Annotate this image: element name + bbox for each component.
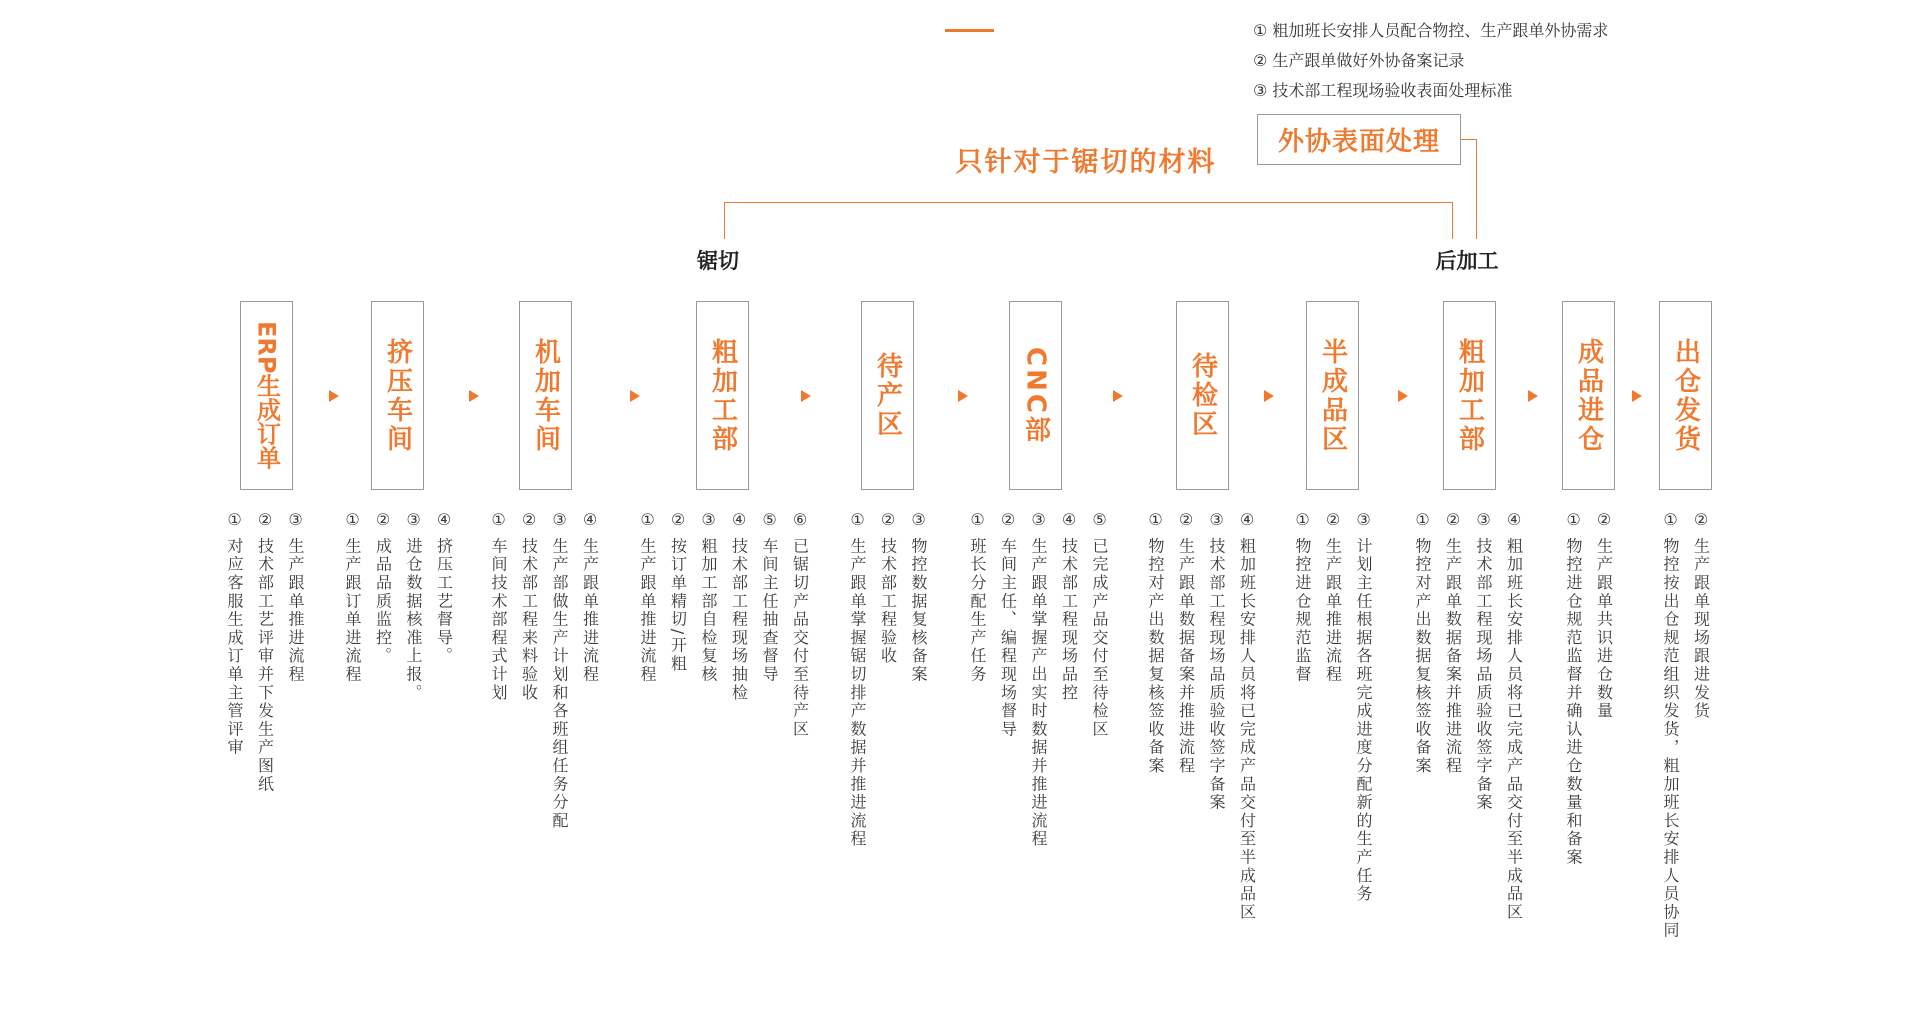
step-number: ⑤ xyxy=(760,510,779,532)
stage-title: 挤压车间 xyxy=(382,337,413,454)
step-text: 技术部工艺评审并下发生产图纸 xyxy=(255,537,275,794)
step-text: 物控进仓规范监督并确认进仓数量和备案 xyxy=(1564,537,1583,867)
step-item xyxy=(1443,510,1463,775)
stage-title: 粗加工部 xyxy=(1454,337,1485,454)
stage-box xyxy=(861,301,914,490)
stage-title: 待检区 xyxy=(1187,352,1218,439)
flow-arrow-icon xyxy=(1632,390,1642,402)
stage-title: 机加车间 xyxy=(530,337,561,454)
step-number: ④ xyxy=(1059,510,1079,532)
step-item xyxy=(1594,510,1614,720)
step-number: ① xyxy=(225,510,244,532)
step-text: 计划主任根据各班完成进度分配新的生产任务 xyxy=(1354,537,1373,904)
step-number: ② xyxy=(519,510,539,532)
outsource-notes xyxy=(1253,16,1608,106)
accent-dash xyxy=(945,29,994,32)
step-text: 已完成产品交付至待检区 xyxy=(1090,537,1109,739)
step-text: 生产跟单数据备案并推进流程 xyxy=(1443,537,1463,776)
note-text: 生产跟单做好外协备案记录 xyxy=(1272,51,1465,70)
step-number: ③ xyxy=(699,510,718,532)
step-item xyxy=(285,510,305,684)
stage-box xyxy=(371,301,424,490)
step-text: 技术部工程来料验收 xyxy=(519,537,539,703)
step-number: ⑤ xyxy=(1090,510,1109,532)
step-item xyxy=(373,510,393,665)
step-number: ② xyxy=(1594,510,1614,532)
note-number: ② xyxy=(1253,51,1268,70)
stage-box xyxy=(240,301,293,490)
saw-only-note: 只针对于锯切的材料 xyxy=(955,147,1217,178)
step-item xyxy=(878,510,898,665)
step-item xyxy=(1292,510,1312,684)
step-number: ② xyxy=(373,510,393,532)
step-text: 已锯切产品交付至待产区 xyxy=(790,537,810,739)
step-text: 技术部工程现场品质验收签字备案 xyxy=(1474,537,1493,812)
step-number: ④ xyxy=(1237,510,1257,532)
step-number: ② xyxy=(998,510,1018,532)
step-text: 挤压工艺督导。 xyxy=(434,537,454,666)
step-number: ③ xyxy=(1474,510,1493,532)
note-text: 技术部工程现场验收表面处理标准 xyxy=(1272,81,1513,100)
step-item xyxy=(255,510,275,794)
step-text: 物控按出仓规范组织发货，粗加班长安排人员协同 xyxy=(1661,537,1680,940)
step-item xyxy=(1059,510,1079,702)
step-number: ① xyxy=(848,510,867,532)
stage-box xyxy=(1562,301,1615,490)
step-item xyxy=(1176,510,1196,775)
stage-box xyxy=(1176,301,1229,490)
step-text: 生产跟单掌握产出实时数据并推进流程 xyxy=(1029,537,1048,849)
step-item xyxy=(1473,510,1493,812)
stage-title: ERP生成订单 xyxy=(252,321,281,470)
flow-arrow-icon xyxy=(958,390,968,402)
step-number: ① xyxy=(1564,510,1583,532)
step-number: ④ xyxy=(434,510,454,532)
step-text: 生产跟单现场跟进发货 xyxy=(1691,537,1711,721)
step-number: ① xyxy=(1661,510,1680,532)
step-number: ③ xyxy=(1207,510,1226,532)
step-number: ② xyxy=(878,510,898,532)
step-number: ② xyxy=(668,510,688,532)
step-item xyxy=(403,510,423,702)
step-text: 生产跟单数据备案并推进流程 xyxy=(1176,537,1196,776)
step-text: 技术部工程现场品控 xyxy=(1059,537,1079,703)
step-item xyxy=(668,510,688,673)
flow-arrow-icon xyxy=(1398,390,1408,402)
step-number: ② xyxy=(1443,510,1463,532)
step-item xyxy=(488,510,508,702)
step-number: ③ xyxy=(1354,510,1373,532)
step-text: 粗加工部自检复核 xyxy=(699,537,718,684)
step-item xyxy=(1691,510,1711,720)
flow-arrow-icon xyxy=(1264,390,1274,402)
step-text: 技术部工程现场抽检 xyxy=(729,537,749,703)
step-text: 物控数据复核备案 xyxy=(909,537,928,684)
step-number: ③ xyxy=(1029,510,1048,532)
step-item xyxy=(1504,510,1524,922)
step-item xyxy=(998,510,1018,739)
step-number: ② xyxy=(255,510,275,532)
stage-box xyxy=(1659,301,1712,490)
stage-title: 半成品区 xyxy=(1317,337,1348,454)
note-number: ① xyxy=(1253,21,1268,40)
flow-arrow-icon xyxy=(801,390,811,402)
step-item xyxy=(434,510,454,665)
flow-arrow-icon xyxy=(469,390,479,402)
flow-arrow-icon xyxy=(329,390,339,402)
step-item xyxy=(1206,510,1226,812)
outsource-surface-box: 外协表面处理 xyxy=(1257,114,1461,165)
note-number: ③ xyxy=(1253,81,1268,100)
step-item xyxy=(908,510,928,684)
step-text: 车间主任抽查督导 xyxy=(760,537,779,684)
step-item xyxy=(847,510,867,848)
step-number: ① xyxy=(968,510,987,532)
step-number: ③ xyxy=(550,510,569,532)
flow-arrow-icon xyxy=(1113,390,1123,402)
stage-title: 待产区 xyxy=(872,352,903,439)
step-item xyxy=(1323,510,1343,684)
outsource-note xyxy=(1253,46,1608,76)
step-number: ② xyxy=(1323,510,1343,532)
step-number: ⑥ xyxy=(790,510,810,532)
step-number: ③ xyxy=(909,510,928,532)
step-text: 物控进仓规范监督 xyxy=(1293,537,1312,684)
step-item xyxy=(1089,510,1109,739)
step-item xyxy=(549,510,569,830)
step-item xyxy=(1028,510,1048,848)
step-number: ② xyxy=(1176,510,1196,532)
step-number: ① xyxy=(1413,510,1432,532)
step-text: 车间主任、编程现场督导 xyxy=(998,537,1018,739)
step-item xyxy=(342,510,362,684)
step-text: 进仓数据核准上报。 xyxy=(404,537,423,703)
step-number: ④ xyxy=(580,510,600,532)
stage-box xyxy=(1306,301,1359,490)
outsource-connector-line xyxy=(1461,139,1477,140)
step-text: 生产跟单推进流程 xyxy=(580,537,600,684)
step-text: 技术部工程验收 xyxy=(878,537,898,666)
step-item xyxy=(580,510,600,684)
outsource-note xyxy=(1253,76,1608,106)
step-number: ② xyxy=(1691,510,1711,532)
flow-arrow-icon xyxy=(630,390,640,402)
step-text: 成品品质监控。 xyxy=(373,537,393,666)
flow-arrow-icon xyxy=(1528,390,1538,402)
step-text: 生产跟单掌握锯切排产数据并推进流程 xyxy=(848,537,867,849)
step-number: ① xyxy=(489,510,508,532)
stage-box xyxy=(1009,301,1062,490)
step-item xyxy=(698,510,718,684)
step-item xyxy=(224,510,244,757)
step-text: 生产部做生产计划和各班组任务分配 xyxy=(550,537,569,831)
step-number: ③ xyxy=(404,510,423,532)
step-text: 粗加班长安排人员将已完成产品交付至半成品区 xyxy=(1237,537,1257,922)
outsource-note xyxy=(1253,16,1608,46)
step-item xyxy=(1563,510,1583,867)
step-number: ④ xyxy=(729,510,749,532)
step-number: ① xyxy=(1293,510,1312,532)
section-label-saw: 锯切 xyxy=(697,249,739,273)
step-number: ① xyxy=(1146,510,1165,532)
step-item xyxy=(790,510,810,739)
step-text: 生产跟订单进流程 xyxy=(343,537,362,684)
step-item xyxy=(1145,510,1165,775)
step-item xyxy=(759,510,779,684)
stage-title: 成品进仓 xyxy=(1573,337,1604,454)
stage-title: 粗加工部 xyxy=(707,337,738,454)
stage-title: CNC部 xyxy=(1020,346,1051,445)
step-item xyxy=(1353,510,1373,903)
step-text: 物控对产出数据复核签收备案 xyxy=(1413,537,1432,776)
step-item xyxy=(519,510,539,702)
step-number: ③ xyxy=(286,510,305,532)
step-number: ④ xyxy=(1504,510,1524,532)
step-text: 生产跟单共识进仓数量 xyxy=(1594,537,1614,721)
step-text: 技术部工程现场品质验收签字备案 xyxy=(1207,537,1226,812)
step-text: 生产跟单推进流程 xyxy=(286,537,305,684)
step-text: 生产跟单推进流程 xyxy=(638,537,657,684)
step-item xyxy=(1660,510,1680,940)
step-number: ① xyxy=(343,510,362,532)
step-text: 车间技术部程式计划 xyxy=(489,537,508,703)
stage-box xyxy=(1443,301,1496,490)
stage-box xyxy=(519,301,572,490)
saw-bracket-line xyxy=(724,202,1453,239)
step-item xyxy=(1412,510,1432,775)
stage-box xyxy=(696,301,749,490)
step-text: 班长分配生产任务 xyxy=(968,537,987,684)
note-text: 粗加班长安排人员配合物控、生产跟单外协需求 xyxy=(1272,21,1609,40)
step-item xyxy=(1237,510,1257,922)
step-number: ① xyxy=(638,510,657,532)
section-label-post: 后加工 xyxy=(1435,249,1499,273)
step-text: 生产跟单推进流程 xyxy=(1323,537,1343,684)
step-text: 粗加班长安排人员将已完成产品交付至半成品区 xyxy=(1504,537,1524,922)
outsource-connector-line xyxy=(1476,139,1477,239)
stage-title: 出仓发货 xyxy=(1670,337,1701,454)
step-item xyxy=(637,510,657,684)
step-text: 按订单精切/开粗 xyxy=(668,537,688,674)
step-item xyxy=(967,510,987,684)
step-text: 对应客服生成订单主管评审 xyxy=(225,537,244,757)
step-text: 物控对产出数据复核签收备案 xyxy=(1146,537,1165,776)
step-item xyxy=(729,510,749,702)
